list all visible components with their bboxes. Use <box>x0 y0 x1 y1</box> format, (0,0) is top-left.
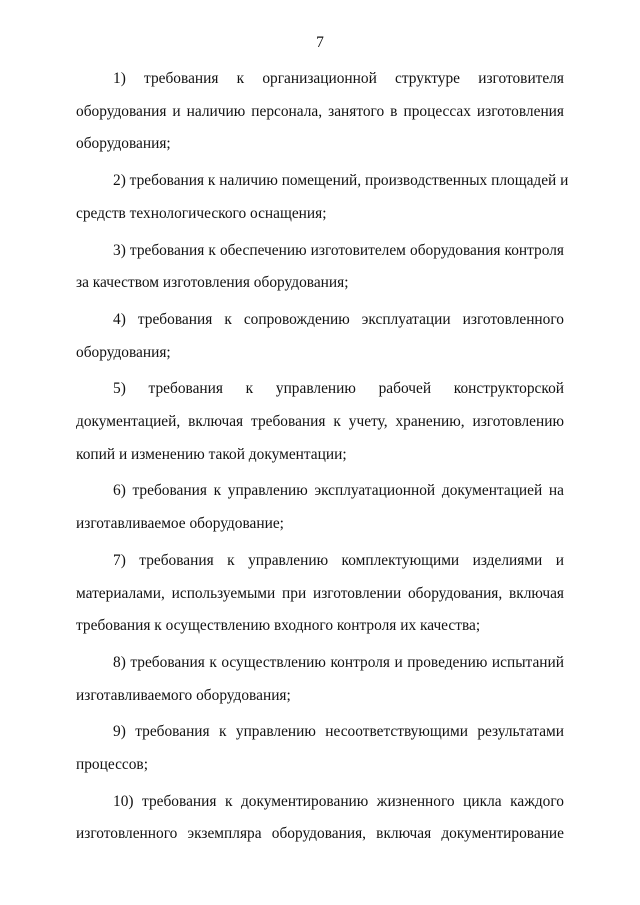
list-item-2-line-2: средств технологического оснащения; <box>76 204 327 222</box>
list-item-6-line-2: изготавливаемое оборудование; <box>76 515 284 533</box>
list-item-7-line-1: 7) требования к управлению комплектующими изделиями и <box>113 551 564 569</box>
list-item-3 <box>76 235 564 300</box>
list-item-7-line-3: требования к осуществлению входного контроля их качества; <box>76 617 481 635</box>
list-item-10-line-2: изготовленного экземпляра оборудования, включая документирование <box>76 825 564 843</box>
page-number: 7 <box>316 34 324 51</box>
list-item-2-line-1: 2) требования к наличию помещений, производственных площадей и <box>113 172 569 190</box>
list-item-4 <box>76 304 564 369</box>
list-item-8-line-1: 8) требования к осуществлению контроля и проведению испытаний <box>113 653 564 671</box>
list-item-2 <box>76 165 569 230</box>
list-item-3-line-2: за качеством изготовления оборудования; <box>76 274 349 292</box>
list-item-6 <box>76 475 564 540</box>
list-item-9-line-1: 9) требования к управлению несоответствующими результатами <box>113 723 564 741</box>
list-item-1-line-3: оборудования; <box>76 135 171 153</box>
list-item-7 <box>76 545 564 643</box>
list-item-4-line-1: 4) требования к сопровождению эксплуатации изготовленного <box>113 310 564 328</box>
document-body <box>76 63 569 855</box>
list-item-8-line-2: изготавливаемого оборудования; <box>76 686 291 704</box>
list-item-6-line-1: 6) требования к управлению эксплуатационной документацией на <box>113 482 564 500</box>
list-item-5-line-3: копий и изменению такой документации; <box>76 445 347 463</box>
list-item-9 <box>76 716 564 781</box>
list-item-10-line-1: 10) требования к документированию жизненного цикла каждого <box>113 792 564 810</box>
list-item-5 <box>76 373 564 471</box>
list-item-9-line-2: процессов; <box>76 756 148 774</box>
list-item-1 <box>76 63 564 161</box>
list-item-8 <box>76 647 564 712</box>
list-item-5-line-2: документацией, включая требования к учету, хранению, изготовлению <box>76 413 564 431</box>
list-item-4-line-2: оборудования; <box>76 343 171 361</box>
list-item-1-line-2: оборудования и наличию персонала, занятого в процессах изготовления <box>76 102 564 120</box>
list-item-5-line-1: 5) требования к управлению рабочей конструкторской <box>113 380 564 398</box>
list-item-7-line-2: материалами, используемыми при изготовлении оборудования, включая <box>76 584 564 602</box>
list-item-3-line-1: 3) требования к обеспечению изготовителем оборудования контроля <box>113 241 564 259</box>
list-item-1-line-1: 1) требования к организационной структуре изготовителя <box>113 70 564 87</box>
list-item-10 <box>76 786 564 851</box>
